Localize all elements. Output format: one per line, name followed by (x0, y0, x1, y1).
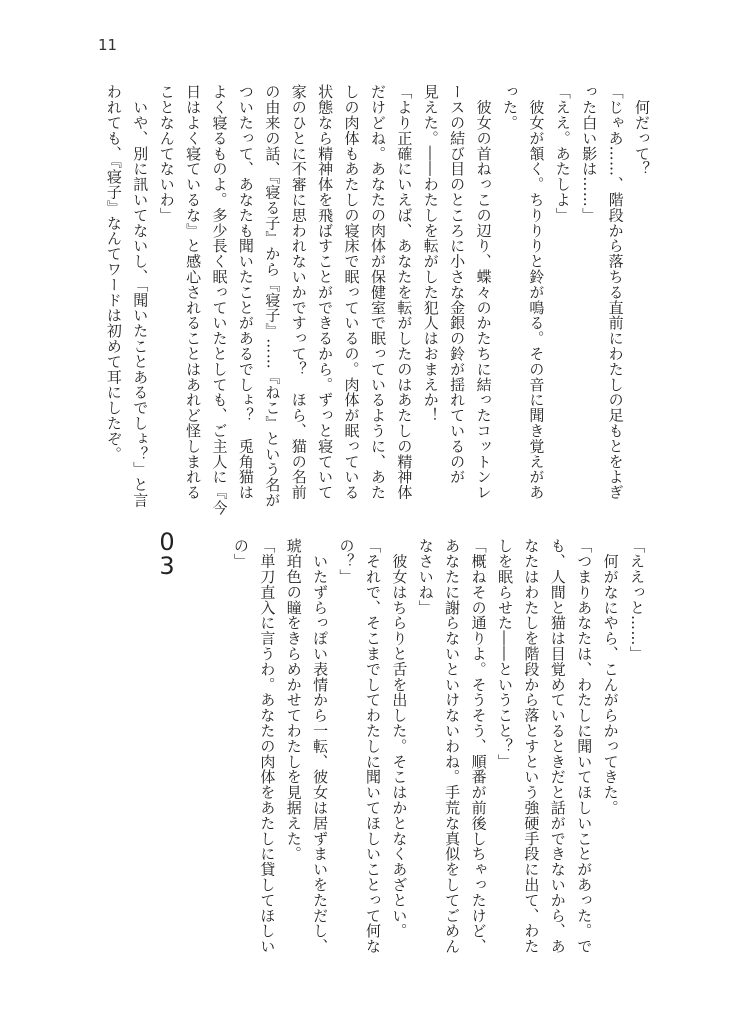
text-line: 「じゃあ……、階段から落ちる直前にわたしの足もとをよぎ (606, 84, 625, 500)
page-number: 11 (98, 36, 118, 54)
text-line: あなたに謝らないといけないわね。手荒な真似をしてごめん (443, 538, 462, 954)
text-line: 「ええ。あたしよ」 (553, 84, 572, 223)
text-line: 状態なら精神体を飛ばすことができるから。ずっと寝ていて (316, 84, 335, 500)
text-line: いや、別に訊いてないし、「聞いたことあるでしょ？」と言 (131, 84, 150, 508)
text-line: しの肉体もあたしの寝床で眠っているの。肉体が眠っている (342, 84, 361, 500)
text-line: 彼女の首ねっこの辺り、蝶々のかたちに結ったコットンレ (474, 84, 493, 500)
text-line: 「それで、そこまでしてわたしに聞いてほしいことって何な (363, 538, 382, 954)
text-line: 「つまりあなたは、わたしに聞いてほしいことがあった。で (575, 538, 594, 954)
text-line: 彼女が頷く。ちりりりと鈴が鳴る。その音に聞き覚えがあ (527, 84, 546, 500)
text-line: いたずらっぽい表情から一転、彼女は居ずまいをただし、 (311, 538, 330, 954)
text-line: 「より正確にいえば、あなたを転がしたのはあたしの精神体 (395, 84, 414, 500)
text-line: 「概ねその通りよ。そうそう、順番が前後しちゃったけど、 (469, 538, 488, 954)
text-line: の由来の話、『寝る子』から『寝子』……『ねこ』という名が (263, 84, 282, 508)
text-line: 彼女はちらりと舌を出した。そこはかとなくあざとい。 (390, 538, 409, 939)
bottom-text-section (228, 538, 651, 958)
text-line: ことなんてないわ」 (157, 84, 176, 223)
text-line: なたはわたしを階段から落とすという強硬手段に出て、わた (522, 538, 541, 954)
chapter-digit: 3 (159, 552, 175, 580)
text-line: の？」 (337, 538, 356, 585)
chapter-digit: 0 (159, 528, 175, 556)
top-text-section (100, 84, 655, 516)
text-line: った白い影は……」 (580, 84, 599, 223)
text-line: も、人間と猫は目覚めているときだと話ができないから、あ (548, 538, 567, 954)
text-line: 「単刀直入に言うわ。あなたの肉体をあたしに貸してほしい (258, 538, 277, 954)
text-line: ついたって、あなたも聞いたことがあるでしょ？ 兎角猫は (236, 84, 255, 500)
chapter-number (157, 530, 177, 578)
text-line: 何がなにやら、こんがらかってきた。 (601, 538, 620, 816)
text-line: ースの結び目のところに小さな金銀の鈴が揺れているのが (448, 84, 467, 485)
text-line: の」 (231, 538, 250, 569)
text-line: よく寝るものよ。多少長く眠っていたとしても、ご主人に『今 (210, 84, 229, 516)
text-line: 「ええっと……」 (628, 538, 646, 662)
text-line: しを眠らせた――ということ？」 (495, 538, 514, 769)
text-line: だけどね。あなたの肉体が保健室で眠っているように、あた (368, 84, 387, 500)
text-line: 見えた。――わたしを転がした犯人はおまえか！ (421, 84, 440, 423)
text-line: 家のひとに不審に思われないかですって？ ほら、猫の名前 (289, 84, 308, 500)
text-line: われても、『寝子』なんてワードは初めて耳にしたぞ。 (104, 84, 123, 462)
text-line: 日はよく寝ているな』と感心されることはあれど怪しまれる (184, 84, 203, 500)
text-line: 琥珀色の瞳をきらめかせてわたしを見据えた。 (284, 538, 303, 862)
text-line: った。 (500, 84, 519, 131)
text-line: 何だって？ (633, 84, 651, 177)
text-line: なさいね」 (416, 538, 435, 615)
